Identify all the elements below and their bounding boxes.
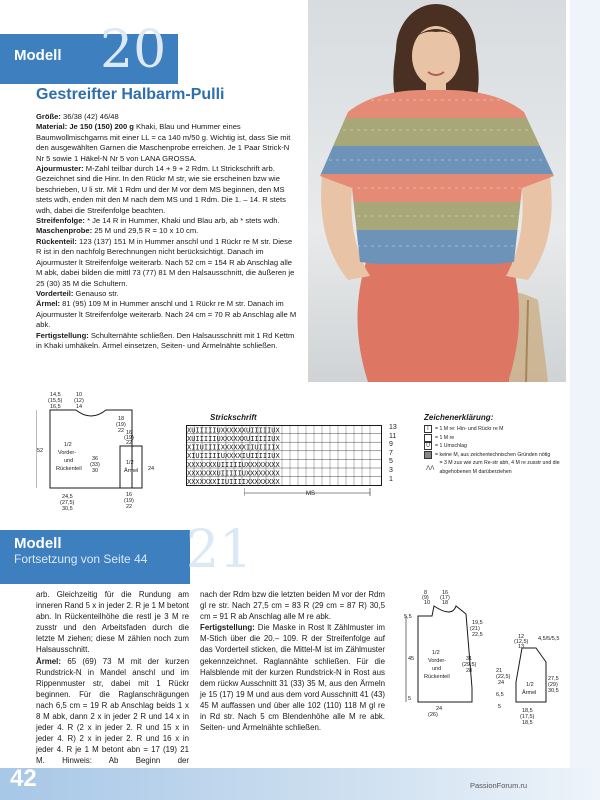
svg-text:XIIUIIIIXXXXXXIIUIIIIX: XIIUIIIIXXXXXXIIUIIIIX xyxy=(187,443,280,452)
text-column-1: arb. Gleichzeitig für die Rundung am inneren Rand 5 x in jeder 2. R je 1 M betont abn. In Rückenteilhöhe die restl je 3 M re zusstr und den Arbeitsfaden durch die letzte M ziehen; diese M zählen noch zum Halsausschnitt. Ärmel: 65 (69) 73 M mit der kurzen Rundstrick-N in Mandel anschl und im Rippenmuster str, dabei mit 1 Rückr beginnen. Für die Raglanschrägungen nach 6,5 cm = 19 R ab Anschlag beids 1 x 8 M abk, dann 2 x in jeder 2 R und 14 x in jeder 4. R (2 x in jeder 2. R und 15 x in jeder 4. R) 2 x in jeder 2. R und 16 x in jeder 4. R je 1 M betont abn = 17 (19) 21 M. Hinweis: Ab Beginn der xyxy=(36,590,189,766)
page-number: 42 xyxy=(10,765,37,792)
s2s-label-1: Ärmel xyxy=(522,690,537,696)
s2-mid-height-2: 28 xyxy=(466,668,473,674)
legend xyxy=(424,425,574,477)
s1s-bottom-2: 22 xyxy=(126,504,133,510)
s2s-right-0: 27,5 xyxy=(548,676,559,682)
s1-bottom-2: 30,5 xyxy=(62,506,73,512)
s1s-top-1: (19) xyxy=(124,435,134,441)
model-label: Modell xyxy=(14,47,62,64)
s1s-label-0: 1/2 xyxy=(126,460,134,466)
s1-label-2: und xyxy=(64,458,74,464)
s2-top-right-2: 18 xyxy=(442,600,449,606)
instr-pattern: Ajourmuster: M-Zahl teilbar durch 14 + 9 + 2 Rdm. Lt Strickschrift arb. Gezeichnet sind die Hinr. In den Rückr M str, wie sie erscheinen bzw wie beschrieben, U li str. Mit 1 Rdm und der M vor dem MS beginnen, den MS stets wdh, enden mit den M nach dem MS und 1 Rdm. Die 1. – 14. R stets wdh, dabei die Streifenfolge beachten. xyxy=(36,164,286,215)
s1-label-3: Rückenteil xyxy=(56,466,82,472)
s2-label-1: Vorder- xyxy=(428,658,447,664)
s2s-label-0: 1/2 xyxy=(526,682,534,688)
legend-item: U = 1 Umschlag xyxy=(424,442,574,451)
chart-repeat-label: MS xyxy=(306,491,315,497)
s2-bottom-1: (26) xyxy=(428,712,438,718)
sleeve-schematic-2 xyxy=(496,632,566,732)
knitting-chart-grid xyxy=(186,425,382,486)
s2s-bottom-2: 18,5 xyxy=(522,720,533,726)
instr-front: Vorderteil: Genauso str. xyxy=(36,288,119,298)
legend-title: Zeichenerklärung: xyxy=(424,413,494,422)
model-number: 20 xyxy=(100,20,167,80)
text-column-2: nach der Rdm bzw die letzten beiden M vor der Rdm gl re str. Nach 27,5 cm = 83 R (29 cm = 87 R) 30,5 cm = 91 R ab Anschlag alle M re abk. Fertigstellung: Die Maske in Rost lt Zählmuster im M-Stich über die 20.– 109. R der Streifenfolge auf das Vorderteil sticken, die Mittel-M ist im Zählmuster gekennzeichnet. Raglannähte schließen. Für die Halsblende mit der kurzen Rundstrick-N in Rost aus dem rückw Ausschnitt 31 (33) 35 M, aus den Ärmeln je 15 (17) 19 M und aus dem vord Ausschnitt 41 (43) 45 M auffassen und über alle 102 (110) 118 M gl re in Rd str. Nach 5 cm Blendenhöhe alle M re abk. Seiten- und Ärmelnähte schließen. xyxy=(200,590,385,733)
s1-right-top-1: (19) xyxy=(116,422,126,428)
s2-bottom-0: 24 xyxy=(436,706,443,712)
instr-material: Material: Je 150 (150) 200 g Khaki, Blau und Hummer eines Baumwollmischgarns mit einer LL = ca 140 m/50 g. Wichtig ist, dass Sie mit den ausgewählten Garnen die Maschenprobe erreichen. Je 1 Paar Strick-N Nr 5 sowie 1 Häkel-N Nr 5 von LANA GROSSA. xyxy=(36,122,291,163)
s2s-right-1: (29) xyxy=(548,682,558,688)
model2-number: 21 xyxy=(186,520,253,580)
s2s-left-0: 21 xyxy=(496,668,503,674)
s2-left-height: 45 xyxy=(408,656,415,662)
model-photo xyxy=(308,0,566,382)
s1-top-left-2: 16,5 xyxy=(50,404,61,410)
s2-top-right-1: (17) xyxy=(440,595,450,601)
instr-finishing: Fertigstellung: Schulternähte schließen. Den Halsausschnitt mit 1 Rd Kettm in Khaki umhäkeln. Ärmel einsetzen, Seiten- und Ärmelnähte schließen. xyxy=(36,330,295,350)
s2-right-upper-1: (21) xyxy=(470,626,480,632)
svg-text:XIUIIIIIUXXXXIUIIIIIUX: XIUIIIIIUXXXXIUIIIIIUX xyxy=(187,452,280,461)
s1-top-left-1: (15,5) xyxy=(48,398,63,404)
svg-text:XXXXXXXUIIIIIUXXXXXXXX: XXXXXXXUIIIIIUXXXXXXXX xyxy=(187,469,280,478)
s2-top-left-2: 10 xyxy=(424,600,431,606)
instr-stripes: Streifenfolge: * Je 14 R in Hummer, Khaki und Blau arb, ab * stets wdh. xyxy=(36,216,280,226)
s1s-bottom-0: 16 xyxy=(126,492,133,498)
chart-row-numbers: 13 11 9 7 5 3 1 xyxy=(389,424,397,483)
s1-right-top-0: 18 xyxy=(118,416,125,422)
s1-left-height: 52 xyxy=(37,448,44,454)
model2-label: Modell xyxy=(14,535,62,552)
s2s-top-0: 12 xyxy=(518,634,525,640)
s2-left-top: 5,5 xyxy=(404,614,412,620)
s1-bottom-0: 24,5 xyxy=(62,494,73,500)
instr-sleeve: Ärmel: 81 (95) 109 M in Hummer anschl und 1 Rückr re M str. Danach im Ajourmuster lt Streifenfolge weiterarb. Nach 24 cm = 70 R ab Anschlag alle M abk. xyxy=(36,299,297,330)
s2s-bottom-left: 5 xyxy=(498,704,502,710)
s1-label-0: 1/2 xyxy=(64,442,72,448)
s1s-label-1: Ärmel xyxy=(124,468,139,474)
s1-top-mid-0: 10 xyxy=(76,392,83,398)
s1-top-left-0: 14,5 xyxy=(50,392,61,398)
s1-right-top-2: 22 xyxy=(118,428,125,434)
model-header xyxy=(0,20,178,84)
s2s-left-1: (22,5) xyxy=(496,674,511,680)
s1-mid-height-0: 36 xyxy=(92,456,99,462)
s2-label-0: 1/2 xyxy=(432,650,440,656)
s2-label-2: und xyxy=(432,666,442,672)
model2-subtitle: Fortsetzung von Seite 44 xyxy=(14,552,148,566)
s2-mid-height-0: 31 xyxy=(466,656,473,662)
s1-label-1: Vorder- xyxy=(58,450,77,456)
legend-item: ⋀⋀ = 3 M zus wie zum Re-str abh, 4 M re zusstr und die abgehobenen M darüberziehen xyxy=(426,460,560,475)
s2s-right-2: 30,5 xyxy=(548,688,559,694)
s1s-bottom-1: (19) xyxy=(124,498,134,504)
s2-top-left-0: 8 xyxy=(424,590,428,596)
watermark-site: PassionForum.ru xyxy=(470,781,528,790)
s1-mid-height-1: (33) xyxy=(90,462,100,468)
s2s-bottom-0: 18,5 xyxy=(522,708,533,714)
page-title: Gestreifter Halbarm-Pulli xyxy=(36,86,225,103)
s1-top-mid-2: 14 xyxy=(76,404,83,410)
svg-text:XUIIIIIUXXXXXXUIIIIIUX: XUIIIIIUXXXXXXUIIIIIUX xyxy=(187,435,280,443)
s2s-top-1: (12,5) xyxy=(514,639,529,645)
s2-mid-height-1: (29,5) xyxy=(462,662,477,668)
s2-right-upper-2: 22,5 xyxy=(472,632,483,638)
s2s-left-2: 24 xyxy=(498,680,505,686)
legend-item: = keine M, aus zeichentechnischen Gründen nötig xyxy=(424,451,574,460)
body-schematic-2 xyxy=(396,588,492,722)
s1s-right: 24 xyxy=(148,466,155,472)
chart-title: Strickschrift xyxy=(210,413,257,422)
legend-item: I = 1 M re: Hin- und Rückr re M xyxy=(424,425,574,434)
page-side-tint xyxy=(570,0,600,800)
instr-gauge: Maschenprobe: 25 M und 29,5 R = 10 x 10 cm. xyxy=(36,226,199,236)
s1s-top-0: 16 xyxy=(126,430,133,436)
s1s-top-2: 22 xyxy=(126,440,133,446)
instructions-text xyxy=(36,112,298,351)
svg-text:XUIIIIIUXXXXXXUIIIIIUX: XUIIIIIUXXXXXXUIIIIIUX xyxy=(187,426,280,435)
s2s-bottom-1: (17,5) xyxy=(520,714,535,720)
sleeve-schematic xyxy=(112,428,162,514)
s2s-top-2: 13 xyxy=(518,644,525,650)
s2s-left-small: 6,5 xyxy=(496,692,504,698)
s1-top-mid-1: (12) xyxy=(74,398,84,404)
s2-label-3: Rückenteil xyxy=(424,674,450,680)
s2-top-left-1: (9) xyxy=(422,595,429,601)
legend-item: = 1 M re xyxy=(424,434,574,443)
s2-top-right-0: 16 xyxy=(442,590,449,596)
svg-text:XXXXXXXIIUIIIIXXXXXXXX: XXXXXXXIIUIIIIXXXXXXXX xyxy=(187,478,280,486)
model2-header xyxy=(0,520,253,584)
s1-bottom-1: (27,5) xyxy=(60,500,75,506)
s2s-top-right: 4,5/5/5,5 xyxy=(538,636,560,642)
s2-right-upper-0: 19,5 xyxy=(472,620,483,626)
instr-size: Größe: 36/38 (42) 46/48 xyxy=(36,112,119,121)
s1-mid-height-2: 30 xyxy=(92,468,99,474)
instr-back: Rückenteil: 123 (137) 151 M in Hummer anschl und 1 Rückr re M str. Diese R ist in den nachfolg Berechnungen nicht berücksichtigt. Danach im Ajourmuster lt Streifenfolge weiterarb. Nach 52 cm = 154 R ab Anschlag alle M abk, dabei bilden die mittl 73 (77) 81 M den Halsausschnitt, die äußeren je 25 (30) 35 M die Schultern. xyxy=(36,236,295,288)
s2-bottom-left: 5 xyxy=(408,696,412,702)
svg-text:XXXXXXXUIIIIIUXXXXXXXX: XXXXXXXUIIIIIUXXXXXXXX xyxy=(187,460,280,469)
